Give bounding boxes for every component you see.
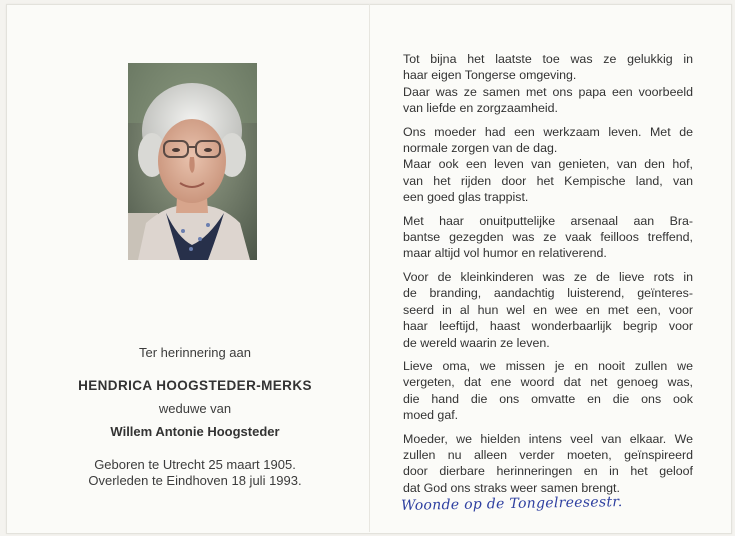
text-line: een goed glas trappist. bbox=[403, 190, 529, 205]
birth-text: Geboren te Utrecht 25 maart 1905. bbox=[94, 457, 296, 472]
text-line: door dierbare herinneringen en in het geloof bbox=[403, 464, 693, 479]
text-line: van liefde en zorgzaamheid. bbox=[403, 101, 558, 116]
card-fold bbox=[369, 4, 370, 532]
text-line: seerd in al hun wel en wee en met een, voor bbox=[403, 302, 693, 317]
paragraph bbox=[403, 124, 693, 206]
paragraph bbox=[403, 51, 693, 117]
remembrance-text: Ter herinnering aan bbox=[138, 345, 252, 360]
deceased-name: HENDRICA HOOGSTEDER-MERKS bbox=[78, 378, 312, 393]
text-line: haar eigen Tongerse omgeving. bbox=[403, 68, 577, 83]
text-line: Ons moeder had een werkzaam leven. Met de bbox=[403, 124, 693, 139]
text-line: bantse gezegden was ze vaak feilloos treffend, bbox=[403, 230, 693, 245]
husband-name: Willem Antonie Hoogsteder bbox=[110, 424, 280, 439]
text-line: de wereld waarin ze leven. bbox=[403, 335, 550, 350]
text-line: moed gaf. bbox=[403, 408, 459, 423]
death-text: Overleden te Eindhoven 18 juli 1993. bbox=[88, 473, 302, 488]
text-line: die hand die ons omvatte en die ons ook bbox=[403, 391, 693, 406]
text-line: Maar ook een leven van genieten, van den hof, bbox=[403, 157, 693, 172]
text-line: maar altijd vol humor en relativerend. bbox=[403, 246, 607, 261]
text-line: normale zorgen van de dag. bbox=[403, 141, 558, 156]
text-line: dat God ons straks weer samen brengt. bbox=[403, 480, 620, 495]
text-line: van het rijden door het Kempische land, van bbox=[403, 173, 693, 188]
text-line: Daar was ze samen met ons papa een voorbeeld bbox=[403, 84, 693, 99]
text-line: Moeder, we hielden intens veel van elkaar. We bbox=[403, 431, 693, 446]
text-line: Tot bijna het laatste toe was ze gelukkig in bbox=[403, 52, 693, 66]
paragraph bbox=[403, 431, 693, 497]
paragraph bbox=[403, 358, 693, 424]
memorial-text bbox=[403, 51, 693, 503]
text-line: de branding, aandachtig luisterend, geïnteres- bbox=[403, 286, 693, 301]
widow-of-text: weduwe van bbox=[158, 401, 232, 416]
handwritten-note: Woonde op de Tongelreesestr. bbox=[400, 494, 623, 514]
text-line: haar leeftijd, haast wonderbaarlijk begrip voor bbox=[403, 319, 693, 334]
text-line: zullen nu alleen verder moeten, geïnspireerd bbox=[403, 447, 693, 462]
portrait-photo bbox=[128, 63, 257, 260]
text-line: Met haar onuitputtelijke arsenaal aan Bra- bbox=[403, 213, 693, 228]
text-line: vergeten, dat ene woord dat net genoeg was, bbox=[403, 375, 693, 390]
text-line: Voor de kleinkinderen was ze de lieve rots in bbox=[403, 269, 693, 284]
text-line: Lieve oma, we missen je en nooit zullen we bbox=[403, 358, 693, 373]
paragraph bbox=[403, 213, 693, 262]
paragraph bbox=[403, 269, 693, 351]
